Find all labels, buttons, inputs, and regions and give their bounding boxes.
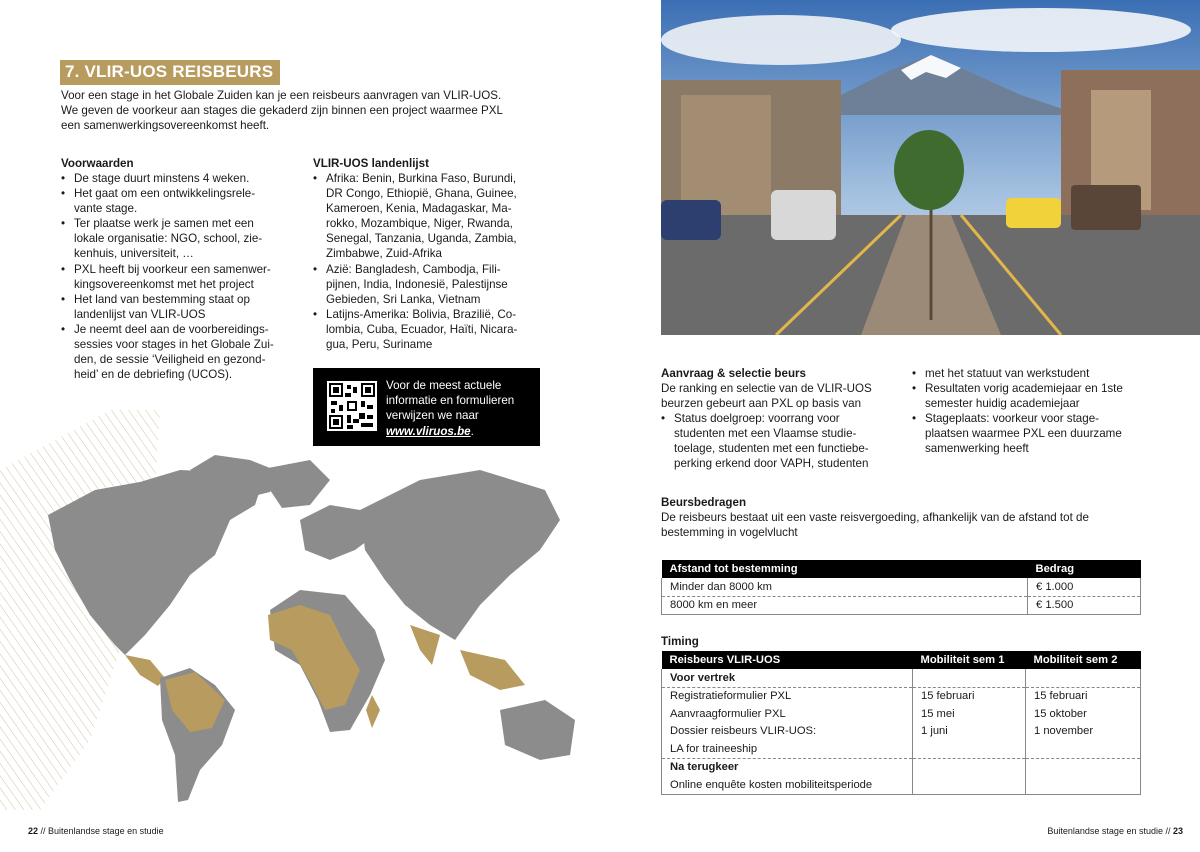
timing-table <box>661 651 1141 795</box>
intro-line: Voor een stage in het Globale Zuiden kan je een reisbeurs aanvragen van VLIR-UOS. <box>61 89 502 102</box>
aanvraag-list-col2 <box>912 366 1152 381</box>
table-row: Online enquête kosten mobiliteitsperiode <box>662 776 1141 794</box>
bedrag-table <box>661 560 1141 615</box>
list-item: • Ter plaatse werk je samen met een lokale organisatie: NGO, school, zie- kenhuis, universiteit, … <box>61 216 301 261</box>
table-section-row: Voor vertrek <box>662 669 1141 687</box>
intro-line: een samenwerkingsovereenkomst heeft. <box>61 119 270 133</box>
list-item: • Azië: Bangladesh, Cambodja, Fili- pijnen, India, Indonesië, Palestijnse Gebieden, Sri Lanka, Vietnam <box>313 262 553 307</box>
beurs-heading: Beursbedragen <box>661 496 747 509</box>
table-header: Mobiliteit sem 2 <box>1026 651 1141 669</box>
aanvraag-block-col2 <box>912 366 1152 457</box>
table-header: Mobiliteit sem 1 <box>913 651 1026 669</box>
aanvraag-block <box>661 366 901 472</box>
aanvraag-list-col2-items <box>912 381 1152 456</box>
table-header: Reisbeurs VLIR-UOS <box>662 651 913 669</box>
list-continuation: • met het statuut van werkstudent <box>912 366 1152 381</box>
voorwaarden-heading: Voorwaarden <box>61 157 134 170</box>
intro-line: We geven de voorkeur aan stages die gekaderd zijn binnen een project waarmee PXL <box>61 104 503 118</box>
table-row: Minder dan 8000 km € 1.000 <box>662 578 1141 596</box>
list-item: • Stageplaats: voorkeur voor stage- plaatsen waarmee PXL een duurzame samenwerking heeft <box>912 411 1152 456</box>
landenlijst-heading: VLIR-UOS landenlijst <box>313 157 429 170</box>
table-row: LA for traineeship <box>662 740 1141 758</box>
list-item: • Je neemt deel aan de voorbereidings- sessies voor stages in het Globale Zui- den, de sessie ‘Veiligheid en gezond- heid’ en de debriefing (UCOS). <box>61 322 301 382</box>
beurs-block <box>661 495 1161 540</box>
landenlijst-list <box>313 171 553 352</box>
table-row: Dossier reisbeurs VLIR-UOS: 1 juni 1 november <box>662 723 1141 741</box>
list-item: • Status doelgroep: voorrang voor studenten met een Vlaamse studie- toelage, studenten met een functiebe- perking erkend door VAPH, studenten <box>661 411 901 471</box>
aanvraag-heading: Aanvraag & selectie beurs <box>661 367 806 380</box>
aanvraag-list <box>661 411 901 471</box>
info-text: Voor de meest actuele informatie en formulieren verwijzen we naar www.vliruos.be. <box>386 379 515 438</box>
vliruos-link[interactable]: www.vliruos.be <box>386 424 471 438</box>
list-item: • Resultaten vorig academiejaar en 1ste semester huidig academiejaar <box>912 381 1152 411</box>
timing-heading: Timing <box>661 635 699 648</box>
voorwaarden-list <box>61 171 301 382</box>
voorwaarden-block <box>61 156 301 382</box>
section-title: 7. VLIR-UOS REISBEURS <box>60 60 280 85</box>
table-row: Aanvraagformulier PXL 15 mei 15 oktober <box>662 705 1141 723</box>
list-item: • Afrika: Benin, Burkina Faso, Burundi, DR Congo, Ethiopië, Ghana, Guinee, Kameroen, Kenia, Madagaskar, Ma- rokko, Mozambique, Niger, Rwanda, Senegal, Tanzania, Uganda, Zambia, Zimbabwe, Zuid-Afrika <box>313 171 553 262</box>
list-item: • Latijns-Amerika: Bolivia, Brazilië, Co- lombia, Cuba, Ecuador, Haïti, Nicara- gua, Peru, Suriname <box>313 307 553 352</box>
table-row: Registratieformulier PXL 15 februari 15 februari <box>662 687 1141 705</box>
list-item: • PXL heeft bij voorkeur een samenwer- kingsovereenkomst met het project <box>61 262 301 292</box>
table-header: Afstand tot bestemming <box>662 560 1028 578</box>
list-item: • De stage duurt minstens 4 weken. <box>61 171 301 186</box>
street-mountain-photo <box>661 0 1200 335</box>
list-item: • Het land van bestemming staat op landenlijst van VLIR-UOS <box>61 292 301 322</box>
landenlijst-block <box>313 156 553 352</box>
world-map-icon <box>0 410 600 810</box>
list-item: • Het gaat om een ontwikkelingsrele- vante stage. <box>61 186 301 216</box>
footer-right: Buitenlandse stage en studie // 23 <box>1047 826 1183 836</box>
beurs-text: De reisbeurs bestaat uit een vaste reisvergoeding, afhankelijk van de afstand tot de bestemming in vogelvlucht <box>661 511 1089 540</box>
table-header: Bedrag <box>1028 560 1141 578</box>
intro-paragraph <box>61 88 541 134</box>
table-row: 8000 km en meer € 1.500 <box>662 596 1141 615</box>
footer-left: 22 // Buitenlandse stage en studie <box>28 826 164 836</box>
aanvraag-intro: De ranking en selectie van de VLIR-UOS beurzen gebeurt aan PXL op basis van <box>661 382 872 411</box>
table-section-row: Na terugkeer <box>662 758 1141 776</box>
